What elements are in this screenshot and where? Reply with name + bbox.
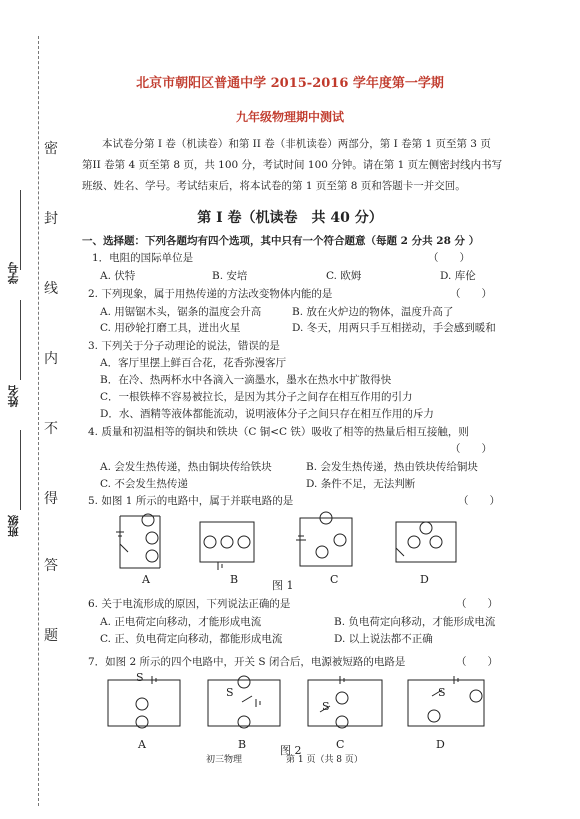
figure-label: B: [230, 573, 239, 586]
seal-char: 封: [44, 211, 58, 227]
page-subtitle: 九年级物理期中测试: [235, 110, 344, 124]
intro-line: 第II 卷第 4 页至第 8 页，共 100 分，考试时间 100 分钟。请在第 1 页左侧密封线内书写: [82, 159, 503, 171]
option: C. 用砂轮打磨工具，迸出火星: [100, 322, 241, 334]
option: A. 伏特: [100, 270, 136, 282]
footer-subject: 初三物理: [206, 755, 243, 765]
switch-label: S: [322, 700, 330, 713]
part-heading: 一、选择题：下列各题均有四个选项，其中只有一个符合题意（每题 2 分共 28 分 ）: [82, 235, 480, 247]
figure-caption: 图 1: [272, 579, 294, 592]
class-field[interactable]: [20, 430, 21, 510]
answer-paren[interactable]: （ ）: [450, 443, 492, 455]
seal-char: 得: [44, 491, 58, 507]
option: C. 不会发生热传递: [100, 478, 188, 490]
answer-paren[interactable]: （ ）: [458, 495, 500, 507]
figure-label: D: [436, 738, 445, 751]
option: A. 会发生热传递，热由铜块传给铁块: [100, 461, 272, 473]
seal-char: 答: [44, 558, 58, 574]
option: A. 正电荷定向移动，才能形成电流: [100, 616, 262, 628]
intro-line: 本试卷分第 I 卷（机读卷）和第 II 卷（非机读卷）两部分，第 I 卷第 1 页至第 3 页: [102, 138, 491, 150]
option: C. 正、负电荷定向移动，都能形成电流: [100, 633, 283, 645]
question-stem: 1．电阻的国际单位是: [92, 252, 194, 264]
name-field[interactable]: [20, 300, 21, 380]
option: A．客厅里摆上鲜百合花，花香弥漫客厅: [100, 357, 287, 369]
figure-label: B: [238, 738, 247, 751]
question-stem: 6. 关于电流形成的原因，下列说法正确的是: [88, 598, 291, 610]
option: D. 条件不足，无法判断: [306, 478, 416, 490]
question-stem: 7．如图 2 所示的四个电路中，开关 S 闭合后，电源被短路的电路是: [88, 656, 406, 668]
seal-char: 内: [44, 351, 58, 367]
option: C. 欧姆: [326, 270, 362, 282]
option: B. 安培: [212, 270, 248, 282]
switch-label: S: [136, 671, 144, 684]
seal-char: 题: [44, 628, 58, 644]
option: B. 负电荷定向移动，才能形成电流: [334, 616, 496, 628]
switch-label: S: [226, 686, 234, 699]
seal-char: 密: [44, 141, 58, 157]
answer-paren[interactable]: （ ）: [450, 288, 492, 300]
option: B．在冷、热两杯水中各滴入一滴墨水，墨水在热水中扩散得快: [100, 374, 392, 386]
section-title: 第 I 卷（机读卷 共 40 分）: [197, 210, 383, 226]
student-no-field[interactable]: [20, 190, 21, 270]
seal-line: [38, 36, 39, 806]
name-label: 姓名: [7, 385, 20, 407]
figure-caption: 图 2: [280, 744, 302, 757]
figure-2-circuits: [104, 672, 504, 736]
switch-label: S: [438, 686, 446, 699]
option: D. 库伦: [440, 270, 476, 282]
option: B. 会发生热传递，热由铁块传给铜块: [306, 461, 478, 473]
option: A. 用锯锯木头，锯条的温度会升高: [100, 306, 262, 318]
figure-label: A: [138, 738, 146, 751]
question-stem: 3. 下列关于分子动理论的说法，错误的是: [88, 340, 280, 352]
option: D. 以上说法都不正确: [334, 633, 433, 645]
option: C．一根铁棒不容易被拉长，是因为其分子之间存在相互作用的引力: [100, 391, 413, 403]
seal-char: 不: [44, 421, 58, 437]
option: D．水、酒精等液体都能流动，说明液体分子之间只存在相互作用的斥力: [100, 408, 434, 420]
option: B. 放在火炉边的物体，温度升高了: [292, 306, 454, 318]
figure-label: D: [420, 573, 429, 586]
question-stem: 2. 下列现象，属于用热传递的方法改变物体内能的是: [88, 288, 333, 300]
student-no-label: 学号: [7, 262, 20, 284]
seal-char: 线: [44, 281, 58, 297]
option: D. 冬天，用两只手互相搓动，手会感到暖和: [292, 322, 496, 334]
question-stem: 5. 如图 1 所示的电路中，属于并联电路的是: [88, 495, 294, 507]
figure-1-circuits: [100, 508, 500, 580]
figure-label: C: [336, 738, 345, 751]
answer-paren[interactable]: （ ）: [456, 656, 498, 668]
answer-paren[interactable]: （ ）: [456, 598, 498, 610]
figure-label: A: [142, 573, 150, 586]
answer-paren[interactable]: （ ）: [428, 252, 470, 264]
figure-label: C: [330, 573, 339, 586]
footer-page: 第 1 页（共 8 页）: [286, 755, 363, 765]
intro-line: 班级、姓名、学号。考试结束后，将本试卷的第 1 页至第 8 页和答题卡一并交回。: [82, 180, 466, 192]
class-label: 班级: [7, 515, 20, 537]
page-title: 北京市朝阳区普通中学 2015-2016 学年度第一学期: [136, 76, 444, 91]
question-stem: 4. 质量和初温相等的铜块和铁块（C 铜<C 铁）吸收了相等的热量后相互接触，则: [88, 426, 469, 438]
